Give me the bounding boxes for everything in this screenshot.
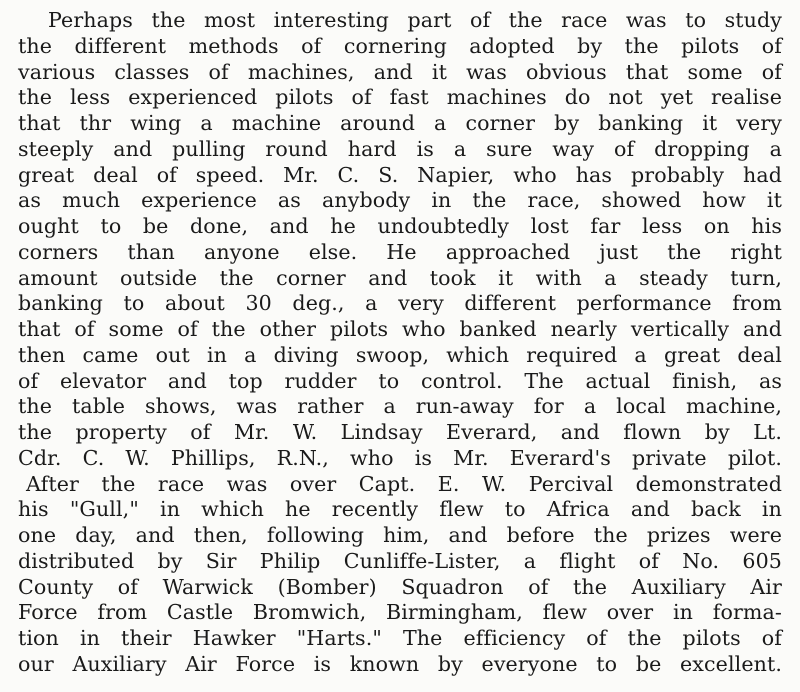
text-line: Cdr. C. W. Phillips, R.N., who is Mr. Everard's private pilot. [18,445,782,470]
text-line: that thr wing a machine around a corner by banking it very [18,111,782,135]
text-line: distributed by Sir Philip Cunliffe-Lister, a flight of No. 605 [18,548,782,573]
text-line: the different methods of cornering adopted by the pilots of [18,33,782,58]
text-line: our Auxiliary Air Force is known by everyone to be excellent. [18,651,782,676]
text-line: amount outside the corner and took it with a steady turn, [18,265,782,290]
text-line: various classes of machines, and it was obvious that some of [18,59,782,84]
text-line: his "Gull," in which he recently flew to Africa and back in [18,497,782,522]
text-line: then came out in a diving swoop, which required a great deal [18,342,782,367]
text-line: tion in their Hawker "Harts." The efficiency of the pilots of [18,626,782,650]
text-line: of elevator and top rudder to control. The actual finish, as [18,368,782,393]
text-line: corners than anyone else. He approached just the right [18,239,782,264]
text-line: Perhaps the most interesting part of the race was to study [48,8,782,32]
text-line: as much experience as anybody in the race, showed how it [18,188,782,213]
text-line: County of Warwick (Bomber) Squadron of the Auxiliary Air [18,574,782,599]
text-line: that of some of the other pilots who banked nearly vertically and [18,317,782,341]
text-line: great deal of speed. Mr. C. S. Napier, who has probably had [18,162,782,187]
text-line: banking to about 30 deg., a very different performance from [18,291,782,316]
text-line: Force from Castle Bromwich, Birmingham, flew over in forma- [18,600,782,625]
paragraph-1 [18,8,782,472]
text-line: After the race was over Capt. E. W. Percival demonstrated [26,471,782,496]
text-line: the table shows, was rather a run-away for a local machine, [18,394,782,419]
text-line: the property of Mr. W. Lindsay Everard, and flown by Lt. [18,420,782,444]
text-line: the less experienced pilots of fast machines do not yet realise [18,85,782,110]
paragraph-2 [18,472,782,678]
text-line: ought to be done, and he undoubtedly lost far less on his [18,214,782,238]
text-line: one day, and then, following him, and before the prizes were [18,523,782,547]
text-line: steeply and pulling round hard is a sure way of dropping a [18,136,782,161]
